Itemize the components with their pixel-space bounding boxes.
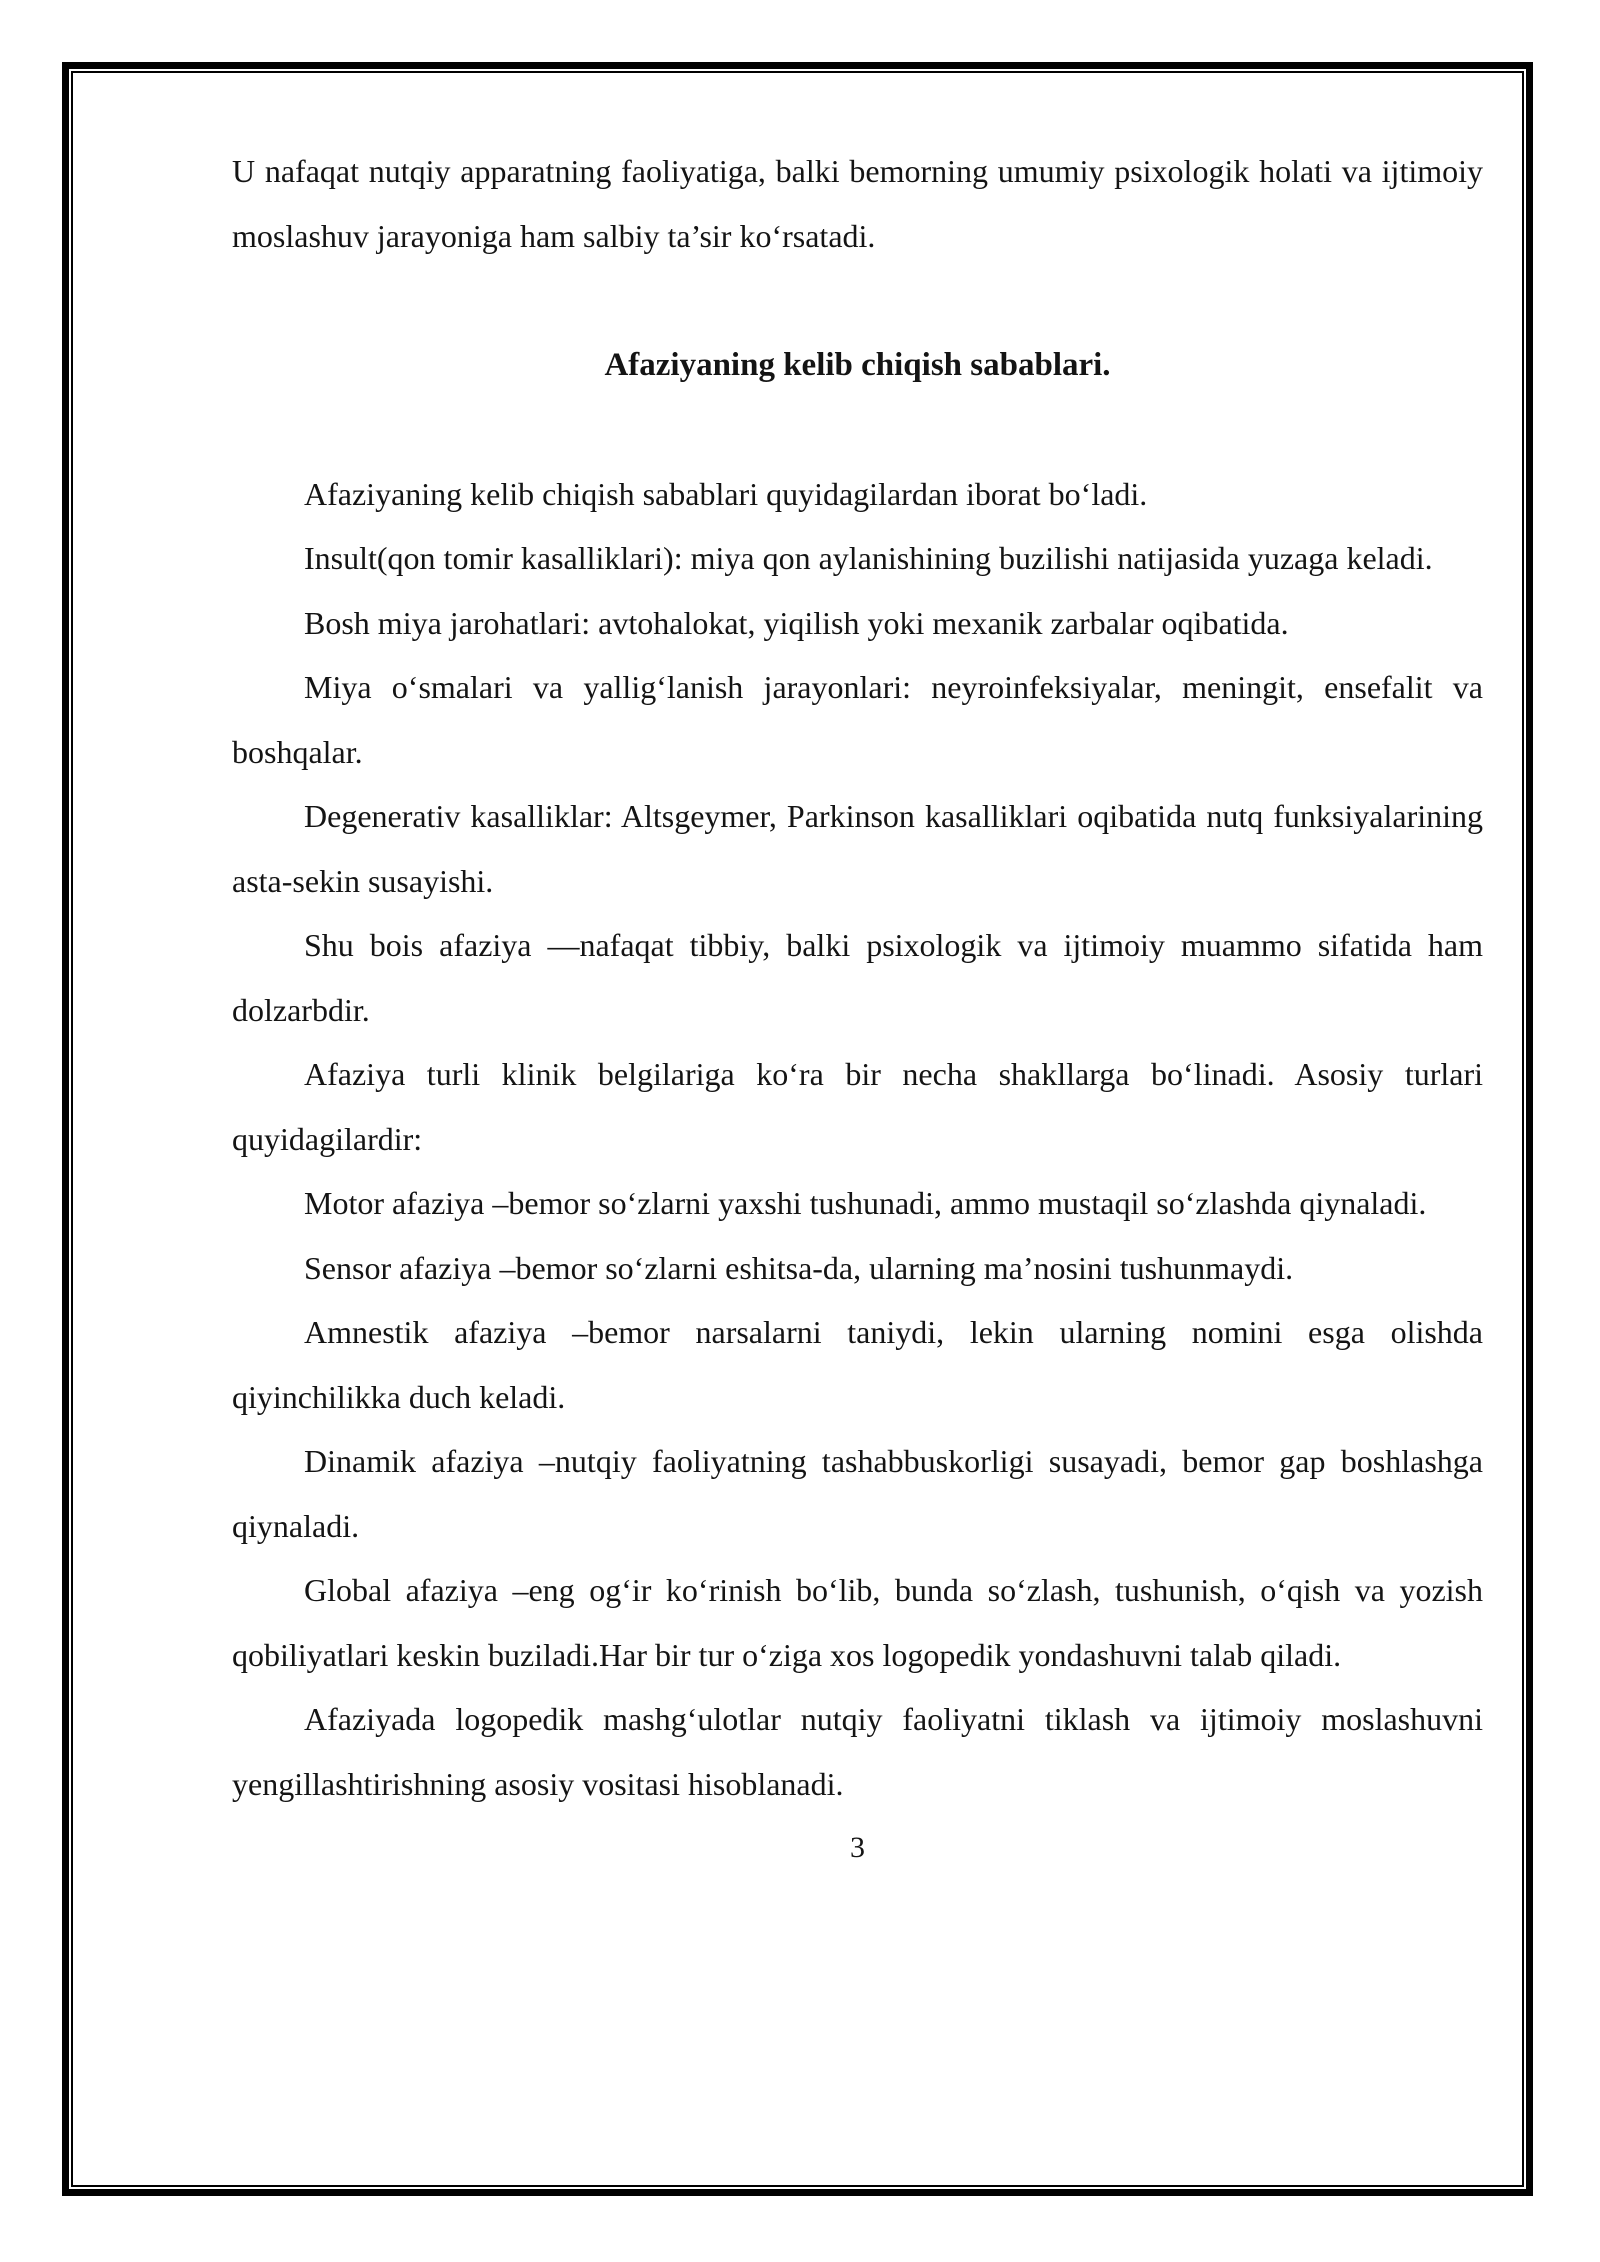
paragraph: Amnestik afaziya –bemor narsalarni taniydi, lekin ularning nomini esga olishda qiyinchilikka duch keladi. [232, 1314, 1483, 1415]
paragraph-intro: U nafaqat nutqiy apparatning faoliyatiga, balki bemorning umumiy psixologik holati va ijtimoiy moslashuv jarayoniga ham salbiy ta’sir ko‘rsatadi. [232, 153, 1483, 254]
paragraph: Miya o‘smalari va yallig‘lanish jarayonlari: neyroinfeksiyalar, meningit, ensefalit va boshqalar. [232, 669, 1483, 770]
paragraph: Insult(qon tomir kasalliklari): miya qon aylanishining buzilishi natijasida yuzaga keladi. [304, 540, 1433, 576]
paragraph: Afaziyada logopedik mashg‘ulotlar nutqiy faoliyatni tiklash va ijtimoiy moslashuvni yengillashtirishning asosiy vositasi hisoblanadi. [232, 1701, 1483, 1802]
page-number: 3 [850, 1831, 865, 1864]
paragraph: Sensor afaziya –bemor so‘zlarni eshitsa-da, ularning ma’nosini tushunmaydi. [304, 1249, 1294, 1286]
paragraph: Shu bois afaziya —nafaqat tibbiy, balki psixologik va ijtimoiy muammo sifatida ham dolzarbdir. [232, 927, 1483, 1028]
document-body [232, 139, 1483, 1881]
section-heading: Afaziyaning kelib chiqish sabablari. [604, 346, 1111, 383]
paragraph: Afaziyaning kelib chiqish sabablari quyidagilardan iborat bo‘ladi. [304, 475, 1148, 512]
paragraph: Dinamik afaziya –nutqiy faoliyatning tashabbuskorligi susayadi, bemor gap boshlashga qiynaladi. [232, 1443, 1483, 1544]
paragraph: Motor afaziya –bemor so‘zlarni yaxshi tushunadi, ammo mustaqil so‘zlashda qiynaladi. [304, 1185, 1427, 1221]
paragraph: Bosh miya jarohatlari: avtohalokat, yiqilish yoki mexanik zarbalar oqibatida. [304, 604, 1289, 641]
paragraph: Degenerativ kasalliklar: Altsgeymer, Parkinson kasalliklari oqibatida nutq funksiyalarining asta-sekin susayishi. [232, 798, 1483, 899]
paragraph: Afaziya turli klinik belgilariga ko‘ra bir necha shakllarga bo‘linadi. Asosiy turlari quyidagilardir: [232, 1056, 1483, 1157]
paragraph: Global afaziya –eng og‘ir ko‘rinish bo‘lib, bunda so‘zlash, tushunish, o‘qish va yozish qobiliyatlari keskin buziladi.Har bir tur o‘ziga xos logopedik yondashuvni talab qiladi. [232, 1572, 1483, 1673]
